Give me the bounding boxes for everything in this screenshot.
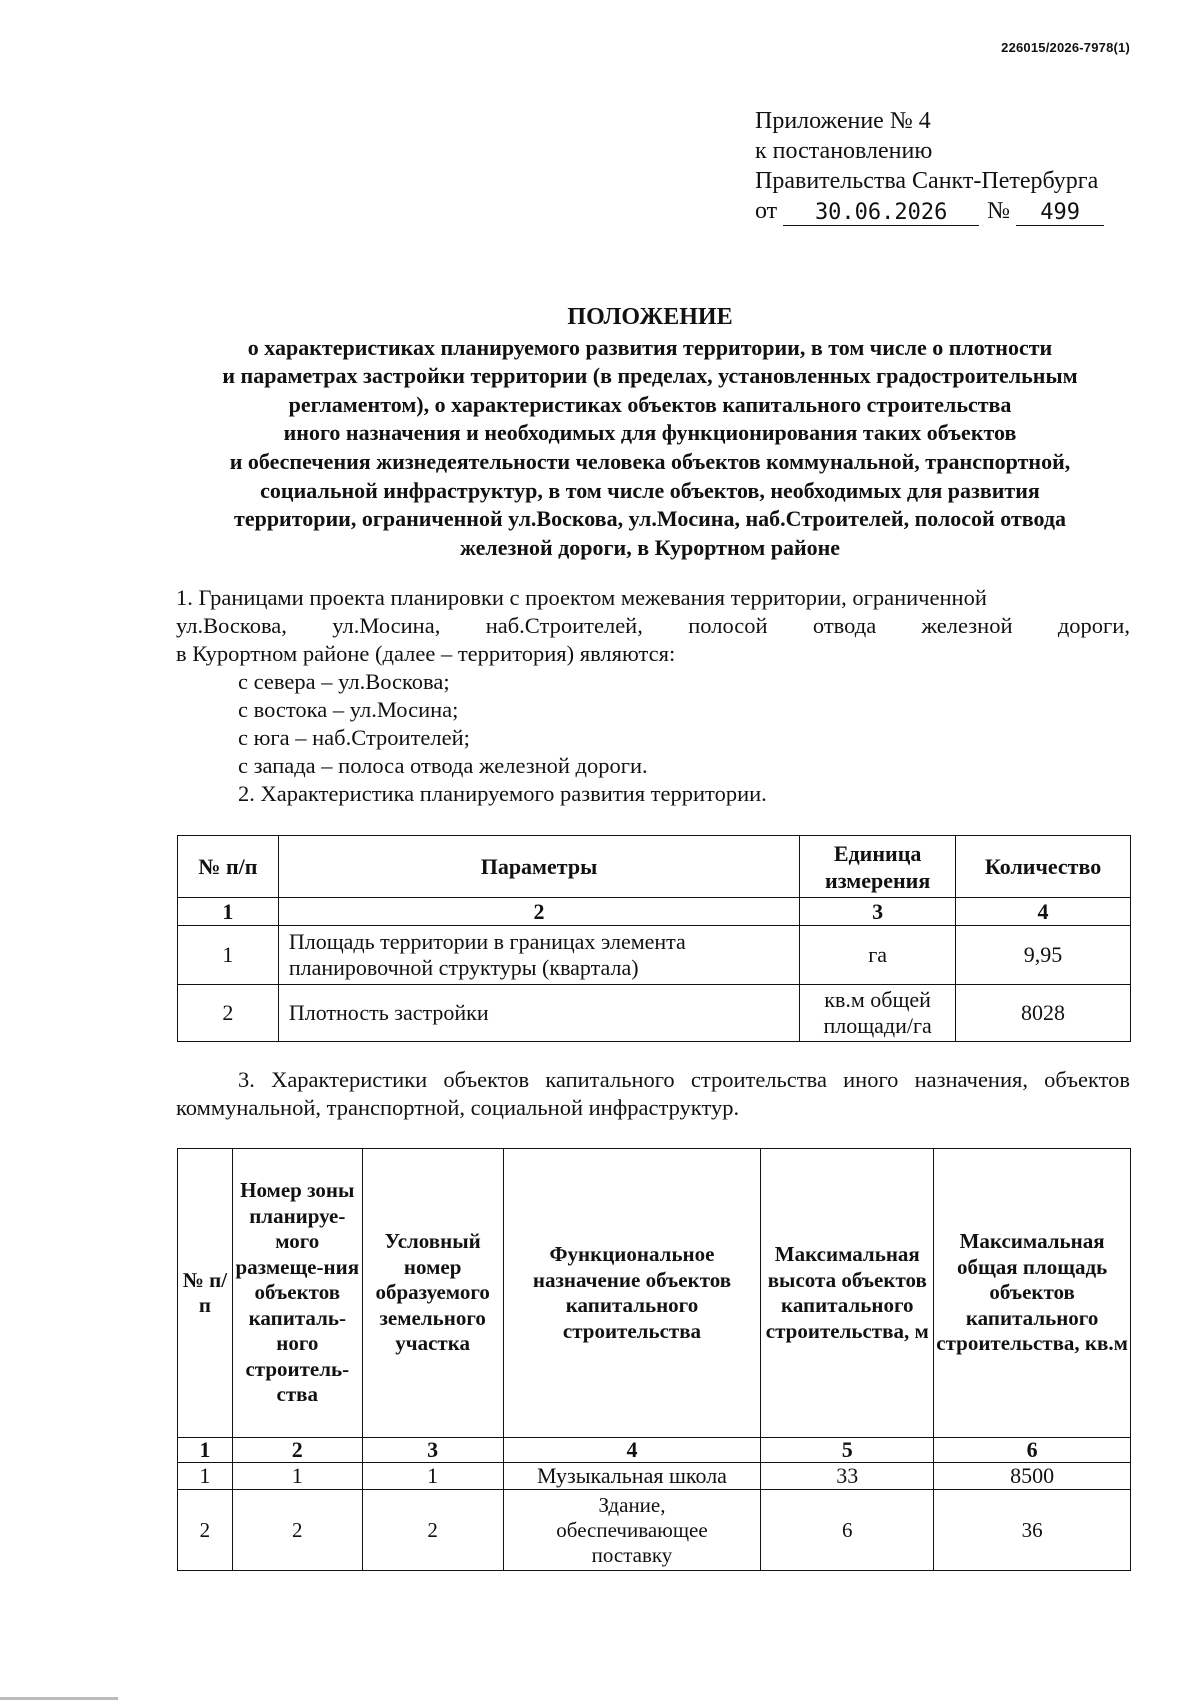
table-row bbox=[178, 926, 1131, 985]
column-number: 2 bbox=[278, 898, 799, 926]
boundary-west: с запада – полоса отвода железной дороги. bbox=[238, 753, 648, 778]
scan-edge-mark bbox=[0, 1697, 118, 1700]
appendix-government-label: Правительства Санкт-Петербурга bbox=[755, 168, 1099, 194]
header-zone-number: Номер зоны планируе-мого размеще-ния объектов капиталь-ного строитель-ства bbox=[232, 1149, 362, 1438]
word: отвода bbox=[812, 613, 877, 638]
header-quantity: Количество bbox=[956, 836, 1131, 898]
column-number: 4 bbox=[503, 1438, 761, 1463]
header-max-area: Максимальная общая площадь объектов капитального строительства, кв.м bbox=[934, 1149, 1131, 1438]
appendix-resolution-label: к постановлению bbox=[755, 138, 933, 164]
paragraph-1-line-1: 1. Границами проекта планировки с проектом межевания территории, ограниченной bbox=[176, 585, 987, 610]
word: дороги, bbox=[1057, 613, 1130, 638]
paragraph-1-line-2 bbox=[176, 612, 1130, 640]
document-title bbox=[140, 303, 1160, 562]
column-number: 1 bbox=[178, 1438, 233, 1463]
header-number: № п/п bbox=[178, 1149, 233, 1438]
row-plot: 1 bbox=[362, 1463, 503, 1490]
row-area: 8500 bbox=[934, 1463, 1131, 1490]
title-line: железной дороги, в Курортном районе bbox=[459, 534, 841, 560]
word: ул.Воскова, bbox=[176, 613, 287, 638]
table-row bbox=[178, 985, 1131, 1042]
column-number: 6 bbox=[934, 1438, 1131, 1463]
boundary-south: с юга – наб.Строителей; bbox=[238, 725, 470, 750]
document-id: 226015/2026-7978(1) bbox=[1001, 40, 1130, 55]
from-label: от bbox=[755, 198, 778, 224]
word: ул.Мосина, bbox=[332, 613, 441, 638]
row-number: 2 bbox=[178, 985, 279, 1042]
title-line: о характеристиках планируемого развития территории, в том числе о плотности bbox=[247, 334, 1053, 360]
table-row bbox=[178, 1463, 1131, 1490]
column-number: 2 bbox=[232, 1438, 362, 1463]
section-3-paragraph: 3. Характеристики объектов капитального строительства иного назначения, объектов коммунальной, транспортной, социальной инфраструктур. bbox=[176, 1067, 1130, 1120]
row-number: 1 bbox=[178, 926, 279, 985]
column-number-row bbox=[178, 898, 1131, 926]
boundary-east: с востока – ул.Мосина; bbox=[238, 697, 459, 722]
column-number: 5 bbox=[761, 1438, 934, 1463]
title-line: иного назначения и необходимых для функционирования таких объектов bbox=[283, 420, 1017, 446]
header-max-height: Максимальная высота объектов капитального строительства, м bbox=[761, 1149, 934, 1438]
appendix-number: Приложение № 4 bbox=[755, 108, 931, 134]
row-quantity: 8028 bbox=[956, 985, 1131, 1042]
header-number: № п/п bbox=[178, 836, 279, 898]
column-number-row bbox=[178, 1438, 1131, 1463]
row-purpose: Здание, обеспечивающее поставку bbox=[503, 1490, 761, 1571]
row-parameter: Площадь территории в границах элемента планировочной структуры (квартала) bbox=[278, 926, 799, 985]
column-number: 3 bbox=[362, 1438, 503, 1463]
header-function: Функциональное назначение объектов капитального строительства bbox=[503, 1149, 761, 1438]
resolution-date: 30.06.2026 bbox=[783, 201, 979, 226]
section-2-heading: 2. Характеристика планируемого развития территории. bbox=[238, 781, 767, 806]
row-quantity: 9,95 bbox=[956, 926, 1131, 985]
row-zone: 1 bbox=[232, 1463, 362, 1490]
title-line: территории, ограниченной ул.Воскова, ул.Мосина, наб.Строителей, полосой отвода bbox=[234, 506, 1066, 532]
title-line: и обеспечения жизнедеятельности человека объектов коммунальной, транспортной, bbox=[229, 448, 1071, 474]
table-header-row bbox=[178, 836, 1131, 898]
row-purpose: Музыкальная школа bbox=[503, 1463, 761, 1490]
table-row bbox=[178, 1490, 1131, 1571]
row-unit: га bbox=[800, 926, 956, 985]
boundaries-section bbox=[176, 584, 1130, 808]
row-parameter: Плотность застройки bbox=[278, 985, 799, 1042]
title-line: социальной инфраструктур, в том числе объектов, необходимых для развития bbox=[260, 477, 1040, 503]
header-parameters: Параметры bbox=[278, 836, 799, 898]
word: железной bbox=[921, 613, 1013, 638]
title-line: и параметрах застройки территории (в пределах, установленных градостроительным bbox=[222, 363, 1078, 389]
title-heading: ПОЛОЖЕНИЕ bbox=[567, 304, 733, 330]
table-header-row bbox=[178, 1149, 1131, 1438]
row-plot: 2 bbox=[362, 1490, 503, 1571]
boundary-north: с севера – ул.Воскова; bbox=[238, 669, 450, 694]
column-number: 3 bbox=[800, 898, 956, 926]
appendix-date-line bbox=[755, 196, 1104, 226]
row-number: 2 bbox=[178, 1490, 233, 1571]
row-height: 33 bbox=[761, 1463, 934, 1490]
column-number: 4 bbox=[956, 898, 1131, 926]
word: наб.Строителей, bbox=[485, 613, 643, 638]
appendix-block bbox=[755, 106, 1104, 226]
row-zone: 2 bbox=[232, 1490, 362, 1571]
header-unit: Единица измерения bbox=[800, 836, 956, 898]
capital-objects-table bbox=[177, 1148, 1131, 1571]
row-number: 1 bbox=[178, 1463, 233, 1490]
row-unit: кв.м общей площади/га bbox=[800, 985, 956, 1042]
column-number: 1 bbox=[178, 898, 279, 926]
number-label: № bbox=[987, 198, 1011, 224]
resolution-number: 499 bbox=[1016, 201, 1104, 226]
word: полосой bbox=[688, 613, 768, 638]
row-area: 36 bbox=[934, 1490, 1131, 1571]
title-line: регламентом), о характеристиках объектов капитального строительства bbox=[288, 391, 1012, 417]
paragraph-1-line-3: в Курортном районе (далее – территория) являются: bbox=[176, 641, 676, 666]
row-height: 6 bbox=[761, 1490, 934, 1571]
header-plot-number: Условный номер образуемого земельного участка bbox=[362, 1149, 503, 1438]
development-characteristics-table bbox=[177, 835, 1131, 1042]
